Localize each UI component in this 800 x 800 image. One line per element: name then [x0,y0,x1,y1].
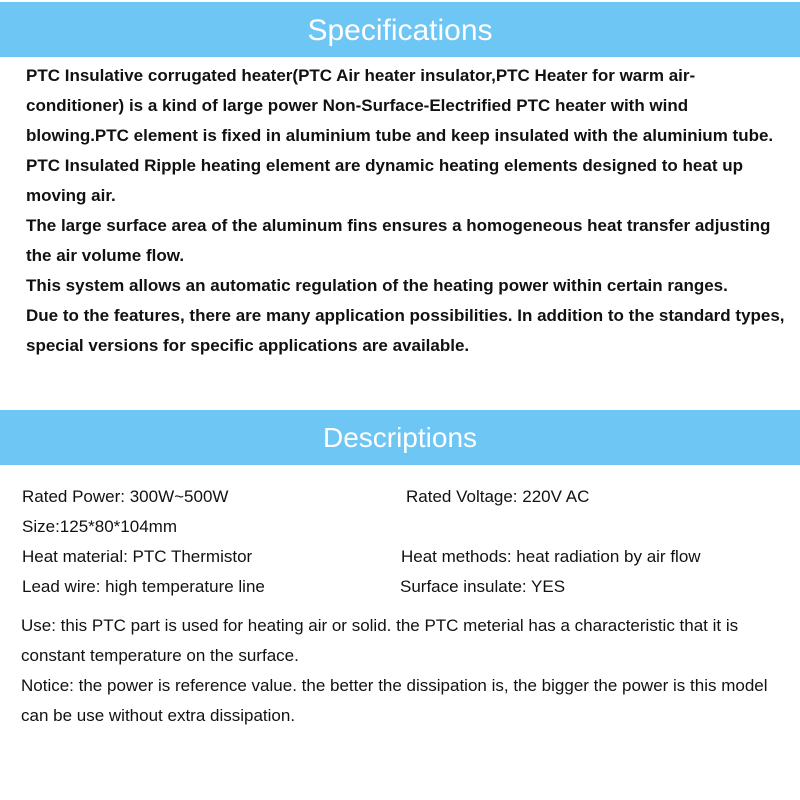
desc-row-size [0,512,800,542]
spec-paragraph-1: PTC Insulative corrugated heater(PTC Air heater insulator,PTC Heater for warm air-conditioner) is a kind of large power Non-Surface-Electrified PTC heater with wind blowing.PTC element is fixed in aluminium tube and keep insulated with the aluminium tube. [26,66,774,145]
specifications-banner [0,2,800,57]
desc-row-lead [0,572,800,602]
rated-power: Rated Power: 300W~500W [22,487,229,506]
descriptions-banner [0,410,800,465]
size: Size:125*80*104mm [22,517,177,536]
spec-paragraph-2: PTC Insulated Ripple heating element are dynamic heating elements designed to heat up moving air. [26,156,743,205]
descriptions-title: Descriptions [322,422,478,453]
lead-wire: Lead wire: high temperature line [22,577,265,596]
specifications-text [26,61,786,361]
rated-voltage: Rated Voltage: 220V AC [406,487,590,506]
spec-paragraph-5: Due to the features, there are many application possibilities. In addition to the standard types, special versions for specific applications are available. [26,306,785,355]
use-paragraph: Use: this PTC part is used for heating air or solid. the PTC meterial has a characteristic that it is constant temperature on the surface. [21,616,739,665]
spec-paragraph-4: This system allows an automatic regulation of the heating power within certain ranges. [26,276,728,295]
desc-row-heat [0,542,800,572]
heat-methods: Heat methods: heat radiation by air flow [401,547,701,566]
spec-paragraph-3: The large surface area of the aluminum fins ensures a homogeneous heat transfer adjusting the air volume flow. [26,216,771,265]
surface-insulate: Surface insulate: YES [400,577,566,596]
heat-material: Heat material: PTC Thermistor [22,547,253,566]
desc-row-power [0,482,800,512]
usage-notes [21,611,791,731]
notice-paragraph: Notice: the power is reference value. the better the dissipation is, the bigger the power is this model can be use without extra dissipation. [21,676,768,725]
specifications-title: Specifications [307,14,493,47]
